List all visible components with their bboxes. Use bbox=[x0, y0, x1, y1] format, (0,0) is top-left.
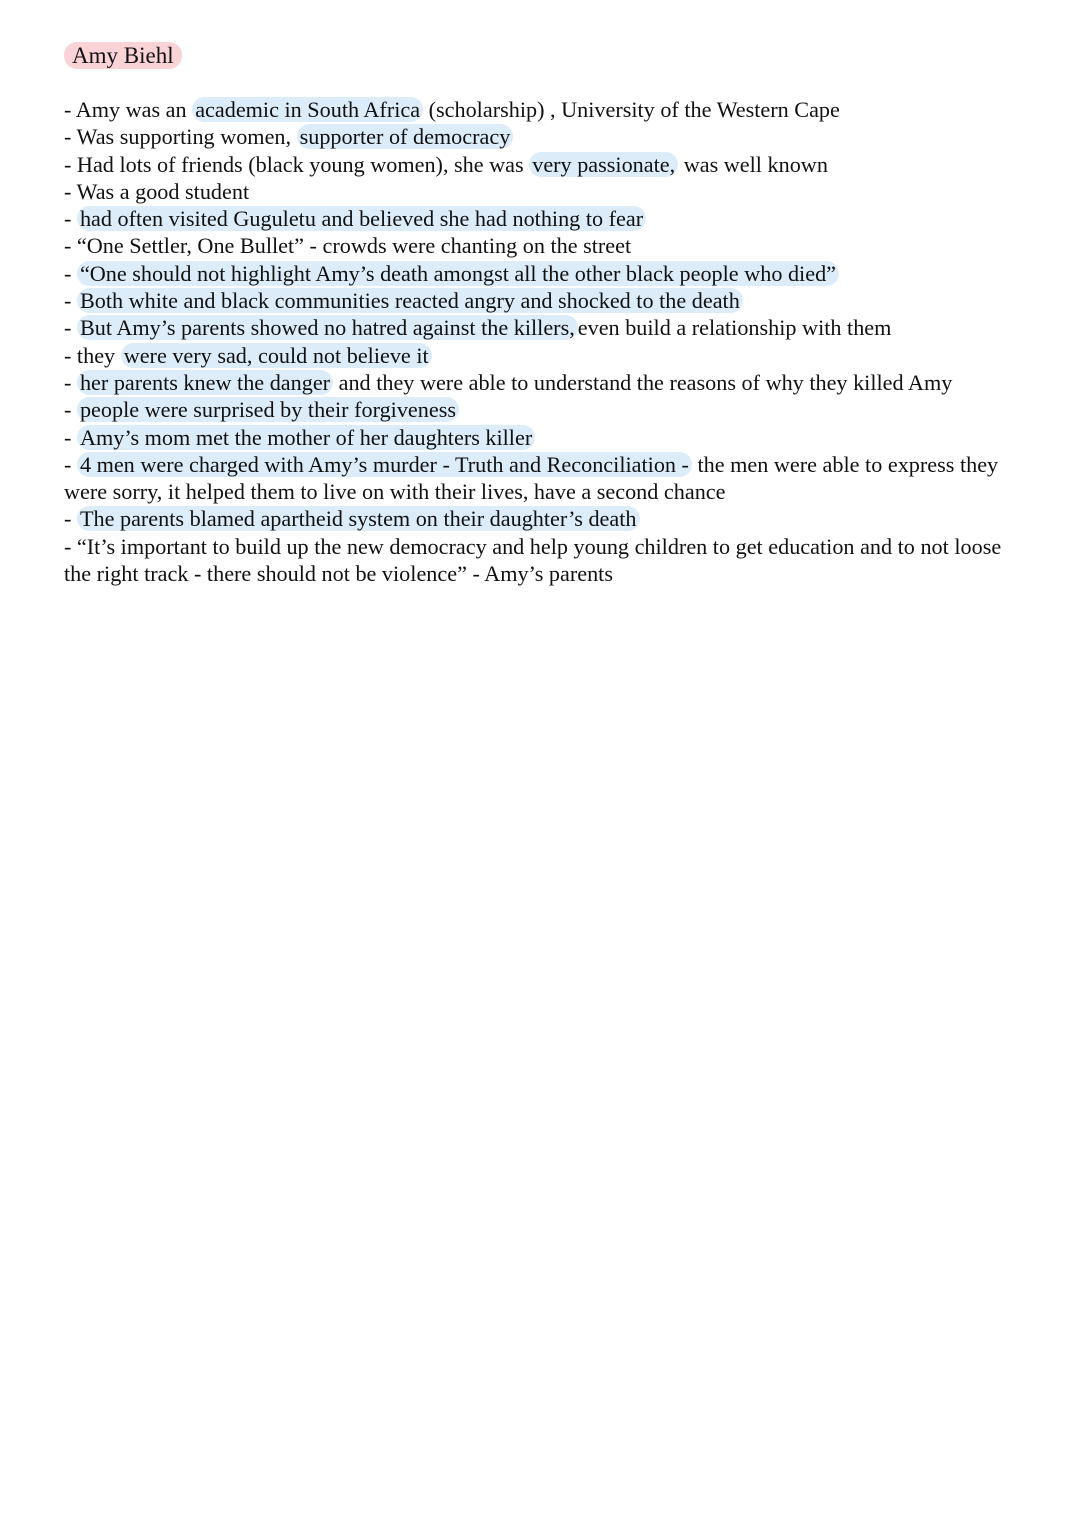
note-text: - Amy was an bbox=[64, 97, 193, 122]
highlighted-text: supporter of democracy bbox=[297, 124, 514, 149]
note-text: - bbox=[64, 424, 77, 450]
highlighted-text: people were surprised by their forgiveness bbox=[77, 397, 459, 422]
note-text: - “It’s important to build up the new democracy and help young children to get education and to not loose the right track - there should not be violence” - Amy’s parents bbox=[64, 533, 1002, 587]
note-line bbox=[64, 260, 1034, 287]
note-line bbox=[64, 123, 1034, 150]
highlighted-text: had often visited Guguletu and believed she had nothing to fear bbox=[77, 206, 646, 231]
highlighted-text: Both white and black communities reacted angry and shocked to the death bbox=[77, 288, 743, 313]
note-text: - bbox=[64, 397, 77, 423]
highlighted-text: The parents blamed apartheid system on their daughter’s death bbox=[77, 506, 640, 531]
note-line bbox=[64, 424, 1034, 451]
note-line bbox=[64, 205, 1034, 232]
highlighted-text: “One should not highlight Amy’s death amongst all the other black people who died” bbox=[77, 261, 839, 286]
highlighted-text: academic in South Africa bbox=[192, 97, 423, 122]
note-text: - bbox=[64, 451, 77, 477]
note-text: (scholarship) , University of the Western Cape bbox=[423, 97, 840, 122]
note-text: - bbox=[64, 369, 77, 395]
highlighted-text: 4 men were charged with Amy’s murder - Truth and Reconciliation - bbox=[77, 452, 692, 477]
note-line bbox=[64, 451, 1029, 506]
note-text: - bbox=[64, 206, 77, 232]
note-text: - bbox=[64, 506, 77, 532]
note-text: even build a relationship with them bbox=[577, 315, 892, 341]
notes-list bbox=[64, 96, 1034, 587]
note-line bbox=[64, 342, 1034, 369]
note-line bbox=[64, 96, 1034, 123]
note-line bbox=[64, 314, 1034, 341]
note-text: - Was a good student bbox=[64, 178, 250, 204]
note-line bbox=[64, 287, 1034, 314]
note-text: - they bbox=[64, 342, 121, 368]
note-text: - Was supporting women, bbox=[64, 124, 297, 150]
note-line bbox=[64, 232, 1034, 259]
note-text: - bbox=[64, 288, 77, 314]
note-text: - Had lots of friends (black young women), she was bbox=[64, 151, 530, 177]
note-line bbox=[64, 151, 1034, 178]
note-text: - “One Settler, One Bullet” - crowds were chanting on the street bbox=[64, 233, 632, 259]
note-line bbox=[64, 178, 1034, 205]
note-line bbox=[64, 369, 1029, 396]
page-title: Amy Biehl bbox=[64, 42, 182, 69]
note-text: - bbox=[64, 315, 77, 341]
highlighted-text: her parents knew the danger bbox=[77, 370, 333, 395]
highlighted-text: very passionate, bbox=[529, 152, 678, 177]
note-text: and they were able to understand the reasons of why they killed Amy bbox=[333, 369, 953, 395]
highlighted-text: Amy’s mom met the mother of her daughters killer bbox=[77, 425, 535, 450]
highlighted-text: were very sad, could not believe it bbox=[121, 343, 432, 368]
note-text: the men were able to express they were sorry, it helped them to live on with their lives, have a second chance bbox=[64, 451, 999, 505]
note-text: was well known bbox=[678, 151, 828, 177]
highlighted-text: But Amy’s parents showed no hatred against the killers, bbox=[77, 315, 578, 340]
note-line bbox=[64, 533, 1029, 588]
note-text: - bbox=[64, 260, 77, 286]
note-line bbox=[64, 505, 1034, 532]
note-line bbox=[64, 396, 1034, 423]
